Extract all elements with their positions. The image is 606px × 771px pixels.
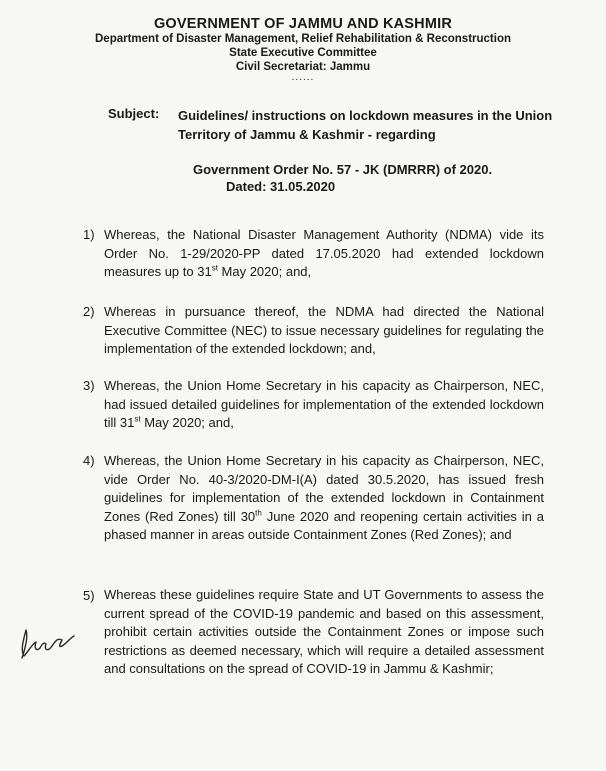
department-heading: Department of Disaster Management, Relief Rehabilitation & Reconstruction (95, 33, 511, 45)
paragraph-text: Whereas these guidelines require State and UT Governments to assess the current spread of the COVID-19 pandemic and based on this assessment, prohibit certain activities outside the Containment Zones or impose such restrictions as deemed necessary, which will require a detailed assessment and consultations on the spread of COVID-19 in Jammu & Kashmir; (104, 587, 544, 676)
order-number: Government Order No. 57 - JK (DMRRR) of 2020. (193, 162, 493, 177)
order-date: Dated: 31.05.2020 (226, 179, 336, 194)
paragraph-text: Whereas, the National Disaster Management Authority (NDMA) vide its Order No. 1-29/2020-PP dated 17.05.2020 had extended lockdown measures up to 31st May 2020; and, (104, 227, 544, 279)
paragraph-number: 3) (83, 378, 95, 393)
header-separator: ...... (291, 72, 315, 83)
government-heading: GOVERNMENT OF JAMMU AND KASHMIR (153, 16, 453, 32)
paragraph-text: Whereas, the Union Home Secretary in his capacity as Chairperson, NEC, vide Order No. 40-3/2020-DM-I(A) dated 30.5.2020, has issued fresh guidelines for implementation of the extended lockdown in Containment Zones (Red Zones) till 30th June 2020 and reopening certain activities in a phased manner in areas outside Containment Zones (Red Zones); and (104, 453, 544, 542)
subject-text: Guidelines/ instructions on lockdown measures in the Union Territory of Jammu & Kashmir - regarding (178, 108, 553, 142)
location-heading: Civil Secretariat: Jammu (235, 61, 371, 73)
paragraph-text: Whereas, the Union Home Secretary in his capacity as Chairperson, NEC, had issued detailed guidelines for implementation of the extended lockdown till 31st May 2020; and, (104, 378, 544, 430)
subject-label: Subject: (108, 106, 160, 121)
paragraph-number: 5) (83, 588, 95, 603)
order-block (193, 161, 492, 195)
committee-heading: State Executive Committee (229, 47, 377, 59)
paragraph-number: 1) (83, 227, 95, 242)
paragraph-number: 4) (83, 453, 95, 468)
handwritten-signature (16, 622, 80, 666)
paragraph-number: 2) (83, 304, 95, 319)
paragraph-text: Whereas in pursuance thereof, the NDMA had directed the National Executive Committee (NEC) to issue necessary guidelines for regulating the implementation of the extended lockdown; and, (104, 304, 544, 356)
